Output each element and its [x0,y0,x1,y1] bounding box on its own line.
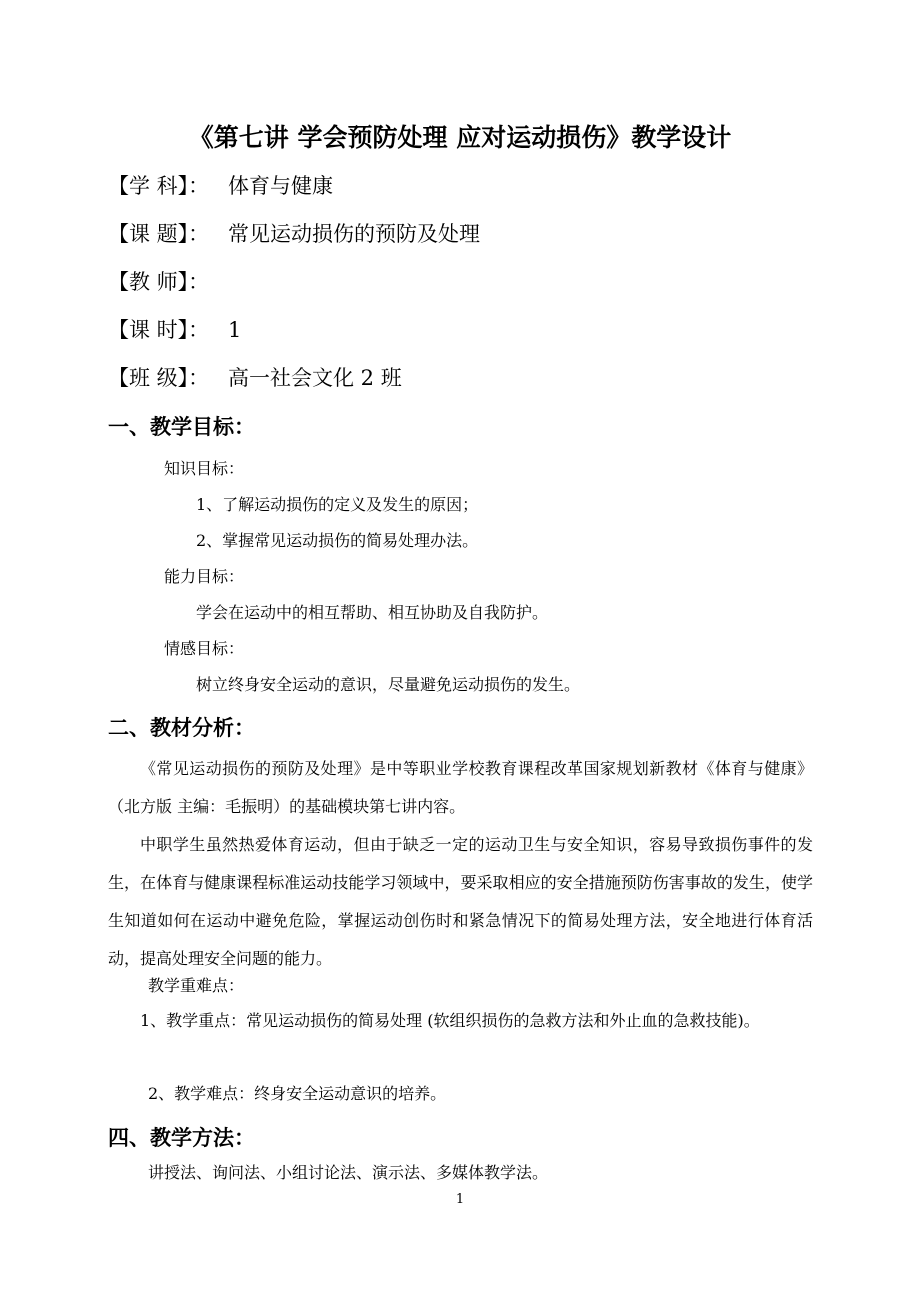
meta-key: 【班 级】： [108,366,210,390]
analysis-paragraph-2: 中职学生虽然热爱体育运动，但由于缺乏一定的运动卫生与安全知识，容易导致损伤事件的发生，在体育与健康课程标准运动技能学习领域中，要采取相应的安全措施预防伤害事故的发生，使学生知道如何在运动中避免危险，掌握运动创伤时和紧急情况下的简易处理方法，安全地进行体育活动，提高处理安全问题的能力。 [108,835,813,968]
knowledge-item: 1、了解运动损伤的定义及发生的原因； [196,495,479,514]
meta-key: 【学 科】： [108,174,210,198]
meta-subject [108,170,333,200]
meta-key: 【教 师】： [108,270,210,294]
meta-topic [108,218,480,248]
section-heading-methods: 四、教学方法： [108,1126,255,1150]
meta-value: 1 [228,318,242,342]
knowledge-item: 2、掌握常见运动损伤的简易处理办法。 [196,531,479,550]
methods-text: 讲授法、询问法、小组讨论法、演示法、多媒体教学法。 [148,1163,549,1182]
meta-teacher [108,266,228,296]
section-heading-analysis: 二、教材分析： [108,716,255,740]
ability-text: 学会在运动中的相互帮助、相互协助及自我防护。 [196,603,549,622]
key-point-2: 2、教学难点：终身安全运动意识的培养。 [148,1084,447,1103]
emotion-text: 树立终身安全运动的意识，尽量避免运动损伤的发生。 [196,675,581,694]
document-title: 《第七讲 学会预防处理 应对运动损伤》教学设计 [188,123,732,152]
knowledge-label: 知识目标： [164,459,245,478]
analysis-paragraph-1: 《常见运动损伤的预防及处理》是中等职业学校教育课程改革国家规划新教材《体育与健康》（北方版 主编：毛振明）的基础模块第七讲内容。 [108,759,813,816]
ability-label: 能力目标： [164,567,245,586]
section-heading-objectives: 一、教学目标： [108,415,255,439]
key-point-1: 1、教学重点：常见运动损伤的简易处理 (软组织损伤的急救方法和外止血的急救技能)。 [140,1011,760,1030]
meta-key: 【课 题】： [108,222,210,246]
meta-class [108,362,402,392]
meta-value: 常见运动损伤的预防及处理 [228,222,480,246]
meta-value: 高一社会文化 2 班 [228,366,402,390]
key-points-label: 教学重难点： [148,976,245,995]
page-number: 1 [455,1192,465,1207]
emotion-label: 情感目标： [164,639,245,658]
meta-hours [108,314,241,344]
meta-value: 体育与健康 [228,174,333,198]
meta-key: 【课 时】： [108,318,210,342]
